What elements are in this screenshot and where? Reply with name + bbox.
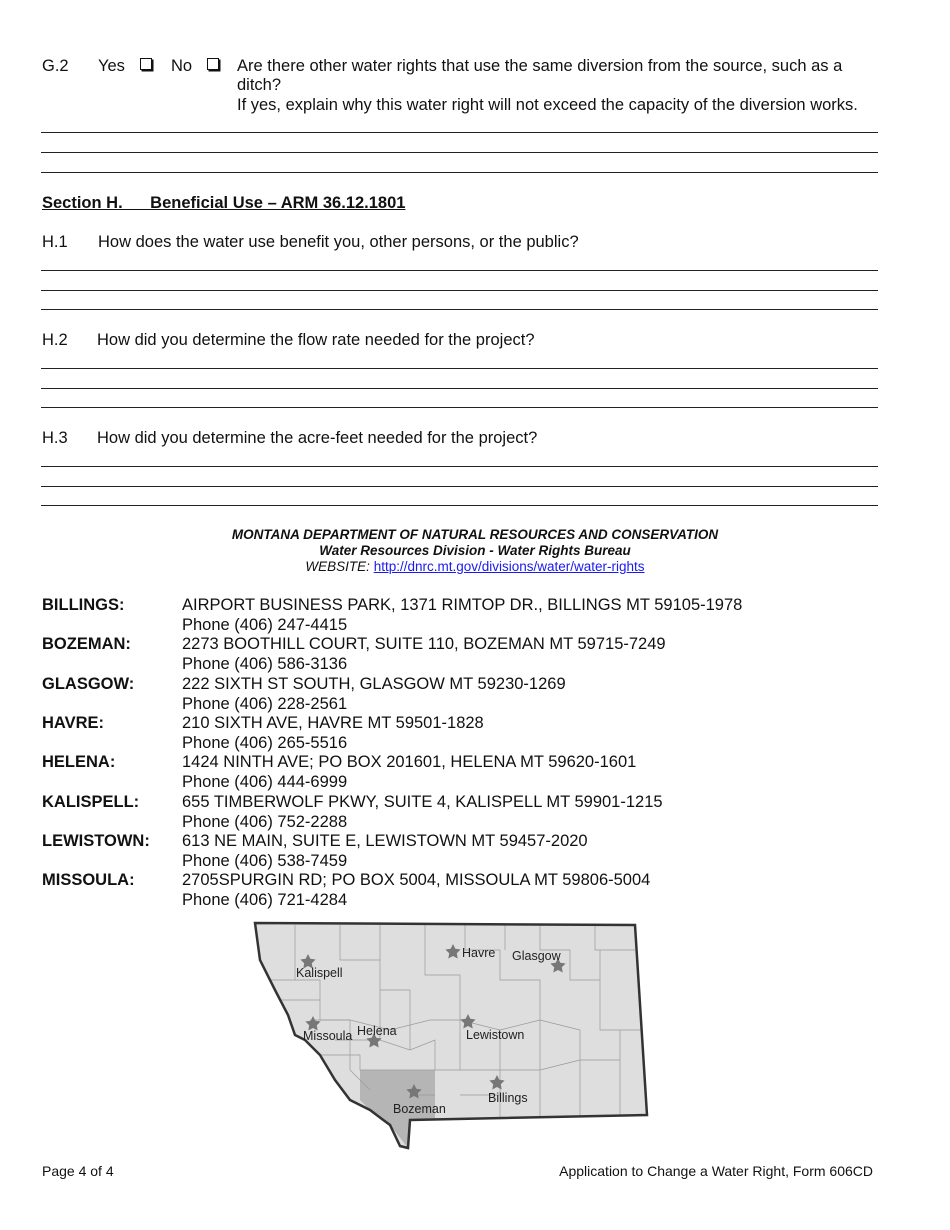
map-label-lewistown: Lewistown <box>466 1028 525 1042</box>
answer-line-h1-2[interactable] <box>41 290 878 291</box>
office-name-helena: HELENA: <box>42 753 116 771</box>
office-havre <box>182 714 484 753</box>
yes-label: Yes <box>98 57 125 75</box>
section-h-title: Section H. Beneficial Use – ARM 36.12.1801 <box>42 194 406 212</box>
no-label: No <box>171 57 193 75</box>
office-billings <box>182 596 742 635</box>
answer-line-h3-3[interactable] <box>41 505 878 506</box>
answer-line-h3-2[interactable] <box>41 486 878 487</box>
office-phone: Phone (406) 752-2288 <box>182 812 348 831</box>
office-lewistown <box>182 832 588 871</box>
office-missoula <box>182 871 650 910</box>
answer-line-g2-3[interactable] <box>41 172 878 173</box>
office-address: 222 SIXTH ST SOUTH, GLASGOW MT 59230-1269 <box>182 675 566 693</box>
map-label-bozeman: Bozeman <box>393 1102 446 1116</box>
yes-checkbox[interactable] <box>140 58 152 70</box>
montana-office-map <box>250 920 650 1155</box>
office-address: 2273 BOOTHILL COURT, SUITE 110, BOZEMAN MT 59715-7249 <box>182 635 666 653</box>
question-g2: Are there other water rights that use the same diversion from the source, such as a ditch? <box>237 57 843 94</box>
answer-line-h1-1[interactable] <box>41 270 878 271</box>
page-number: Page 4 of 4 <box>42 1163 114 1179</box>
office-phone: Phone (406) 247-4415 <box>182 615 348 634</box>
answer-line-h3-1[interactable] <box>41 466 878 467</box>
question-h2: How did you determine the flow rate needed for the project? <box>97 331 535 349</box>
map-label-glasgow: Glasgow <box>512 949 561 963</box>
website-label: WEBSITE: <box>305 559 370 574</box>
map-label-missoula: Missoula <box>303 1029 353 1043</box>
question-number-h3: H.3 <box>42 429 68 447</box>
answer-line-h2-3[interactable] <box>41 407 878 408</box>
office-glasgow <box>182 675 566 714</box>
office-address: 210 SIXTH AVE, HAVRE MT 59501-1828 <box>182 714 484 732</box>
no-option[interactable] <box>171 57 219 76</box>
office-address: AIRPORT BUSINESS PARK, 1371 RIMTOP DR., BILLINGS MT 59105-1978 <box>182 596 743 614</box>
office-phone: Phone (406) 444-6999 <box>182 772 348 791</box>
answer-line-g2-1[interactable] <box>41 132 878 133</box>
agency-name: MONTANA DEPARTMENT OF NATURAL RESOURCES AND CONSERVATION <box>231 527 719 542</box>
office-phone: Phone (406) 228-2561 <box>182 694 348 713</box>
office-name-kalispell: KALISPELL: <box>42 793 140 811</box>
office-address: 613 NE MAIN, SUITE E, LEWISTOWN MT 59457-2020 <box>182 832 588 850</box>
answer-line-h2-1[interactable] <box>41 368 878 369</box>
map-label-helena: Helena <box>357 1024 397 1038</box>
form-name: Application to Change a Water Right, Form 606CD <box>559 1163 873 1179</box>
office-kalispell <box>182 793 663 832</box>
office-helena <box>182 753 636 792</box>
answer-line-h2-2[interactable] <box>41 388 878 389</box>
office-phone: Phone (406) 586-3136 <box>182 654 348 673</box>
answer-line-g2-2[interactable] <box>41 152 878 153</box>
question-h3: How did you determine the acre-feet needed for the project? <box>97 429 538 447</box>
question-number-h1: H.1 <box>42 233 68 251</box>
agency-division: Water Resources Division - Water Rights Bureau <box>319 543 631 558</box>
office-name-lewistown: LEWISTOWN: <box>42 832 150 850</box>
question-number-g2: G.2 <box>42 57 69 75</box>
map-label-kalispell: Kalispell <box>296 966 343 980</box>
question-g2-followup: If yes, explain why this water right will not exceed the capacity of the diversion works. <box>237 96 858 114</box>
yes-option[interactable] <box>98 57 152 76</box>
office-address: 1424 NINTH AVE; PO BOX 201601, HELENA MT 59620-1601 <box>182 753 637 771</box>
map-label-billings: Billings <box>488 1091 528 1105</box>
office-address: 655 TIMBERWOLF PKWY, SUITE 4, KALISPELL MT 59901-1215 <box>182 793 663 811</box>
office-name-billings: BILLINGS: <box>42 596 125 614</box>
answer-line-h1-3[interactable] <box>41 309 878 310</box>
office-bozeman <box>182 635 666 674</box>
agency-website <box>0 559 950 575</box>
office-phone: Phone (406) 538-7459 <box>182 851 348 870</box>
map-label-havre: Havre <box>462 946 496 960</box>
no-checkbox[interactable] <box>207 58 219 70</box>
office-address: 2705SPURGIN RD; PO BOX 5004, MISSOULA MT 59806-5004 <box>182 871 651 889</box>
website-link[interactable]: http://dnrc.mt.gov/divisions/water/water-rights <box>373 559 645 574</box>
office-name-havre: HAVRE: <box>42 714 105 732</box>
office-name-glasgow: GLASGOW: <box>42 675 135 693</box>
question-number-h2: H.2 <box>42 331 68 349</box>
question-h1: How does the water use benefit you, other persons, or the public? <box>98 233 579 251</box>
office-name-bozeman: BOZEMAN: <box>42 635 131 653</box>
office-name-missoula: MISSOULA: <box>42 871 135 889</box>
office-phone: Phone (406) 721-4284 <box>182 890 348 909</box>
office-phone: Phone (406) 265-5516 <box>182 733 348 752</box>
